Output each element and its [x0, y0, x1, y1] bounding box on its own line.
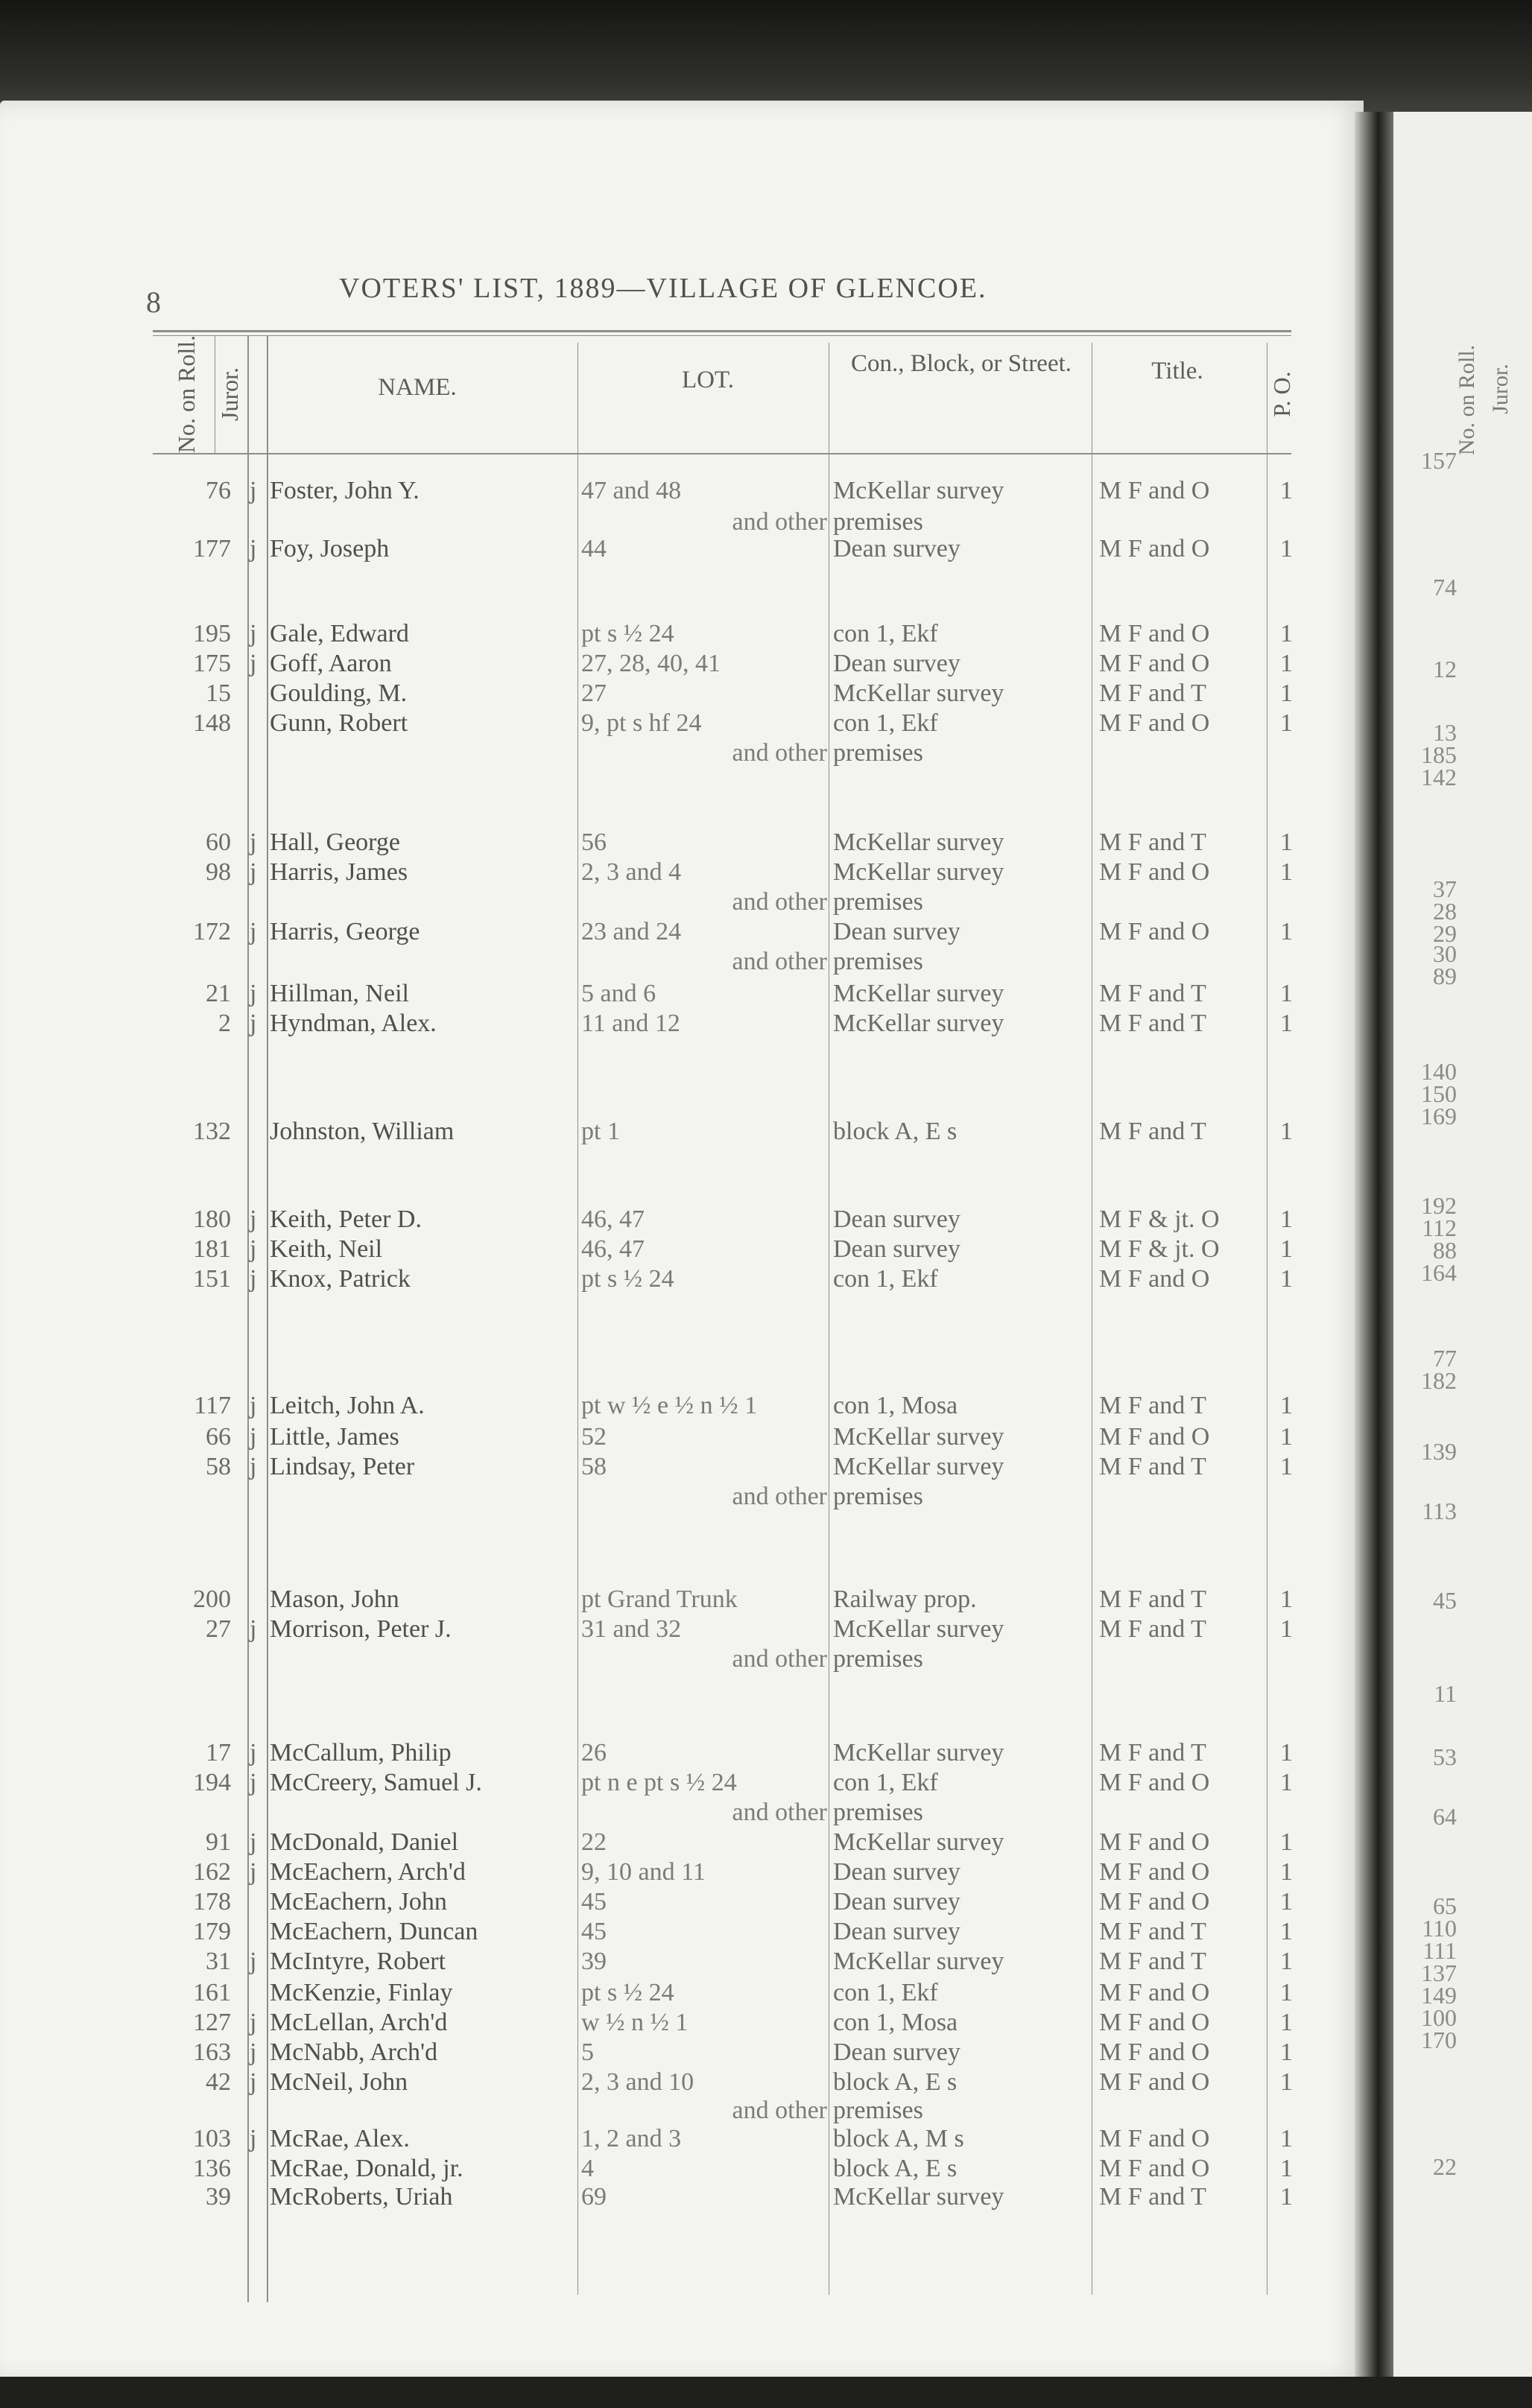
lot: pt s ½ 24: [581, 1979, 674, 2006]
post-office: 1: [1280, 1423, 1293, 1451]
roll-number: 15: [206, 679, 231, 707]
roll-number: 127: [193, 2009, 231, 2036]
title: M F and O: [1099, 1858, 1210, 1886]
voter-name: McEachern, John: [270, 1888, 447, 1916]
lot: 45: [581, 1888, 607, 1916]
juror-mark: j: [250, 1615, 257, 1643]
header-no-on-roll: No. on Roll.: [173, 335, 200, 454]
roll-number: 103: [193, 2125, 231, 2152]
title: M F and T: [1099, 2183, 1206, 2211]
lot: 27, 28, 40, 41: [581, 650, 721, 677]
title: M F and O: [1099, 2009, 1210, 2036]
voter-name: McCreery, Samuel J.: [270, 1769, 482, 1796]
con-block-street: Dean survey: [833, 2038, 960, 2066]
voter-name: Foy, Joseph: [270, 535, 390, 563]
juror-mark: j: [250, 1828, 257, 1856]
facing-roll-number: 11: [1434, 1680, 1457, 1707]
voter-name: Harris, James: [270, 858, 408, 886]
title: M F and O: [1099, 535, 1210, 563]
juror-mark: j: [250, 2068, 257, 2096]
post-office: 1: [1280, 1205, 1293, 1233]
post-office: 1: [1280, 679, 1293, 707]
con-block-street: McKellar survey: [833, 1948, 1004, 1975]
continuation-label: and other: [732, 1645, 827, 1673]
lot: 46, 47: [581, 1205, 645, 1233]
title: M F and O: [1099, 620, 1210, 647]
facing-roll-number: 169: [1421, 1103, 1457, 1129]
lot: 44: [581, 535, 607, 563]
header-title: Title.: [1151, 358, 1203, 384]
lot: 2, 3 and 10: [581, 2068, 694, 2096]
voter-name: McEachern, Arch'd: [270, 1858, 466, 1886]
roll-number: 172: [193, 918, 231, 945]
title: M F and O: [1099, 1265, 1210, 1293]
con-block-street: McKellar survey: [833, 477, 1004, 504]
roll-number: 148: [193, 709, 231, 737]
con-block-street: premises: [833, 1645, 923, 1673]
voter-name: Foster, John Y.: [270, 477, 420, 504]
title: M F and T: [1099, 828, 1206, 856]
post-office: 1: [1280, 1828, 1293, 1856]
con-block-street: McKellar survey: [833, 1423, 1004, 1451]
facing-header-no-on-roll: No. on Roll.: [1455, 344, 1480, 456]
con-block-street: premises: [833, 1483, 923, 1510]
facing-roll-number: 170: [1421, 2027, 1457, 2053]
lot: 27: [581, 679, 607, 707]
post-office: 1: [1280, 1769, 1293, 1796]
lot: 46, 47: [581, 1235, 645, 1263]
page-number: 8: [146, 285, 161, 319]
post-office: 1: [1280, 2155, 1293, 2182]
title: M F and O: [1099, 1769, 1210, 1796]
voter-name: McDonald, Daniel: [270, 1828, 459, 1856]
lot: 2, 3 and 4: [581, 858, 682, 886]
facing-roll-number: 139: [1421, 1438, 1457, 1465]
header-po: P. O.: [1268, 371, 1295, 417]
voter-name: Harris, George: [270, 918, 420, 945]
facing-roll-number: 110: [1422, 1915, 1457, 1942]
voter-name: McRoberts, Uriah: [270, 2183, 453, 2211]
roll-number: 132: [193, 1118, 231, 1145]
post-office: 1: [1280, 1858, 1293, 1886]
con-block-street: premises: [833, 888, 923, 916]
continuation-label: and other: [732, 888, 827, 916]
juror-mark: j: [250, 1205, 257, 1233]
con-block-street: con 1, Ekf: [833, 1265, 938, 1293]
facing-roll-number: 28: [1433, 898, 1457, 925]
con-block-street: premises: [833, 2097, 923, 2124]
con-block-street: premises: [833, 948, 923, 975]
lot: 31 and 32: [581, 1615, 682, 1643]
title: M F and T: [1099, 980, 1206, 1007]
roll-number: 58: [206, 1453, 231, 1480]
lot: 69: [581, 2183, 607, 2211]
title: M F and O: [1099, 2125, 1210, 2152]
voter-name: Johnston, William: [270, 1118, 455, 1145]
roll-number: 177: [193, 535, 231, 563]
post-office: 1: [1280, 709, 1293, 737]
title: M F and T: [1099, 1010, 1206, 1037]
post-office: 1: [1280, 1235, 1293, 1263]
facing-roll-number: 53: [1433, 1743, 1457, 1770]
facing-roll-number: 112: [1422, 1214, 1457, 1241]
juror-mark: j: [250, 1392, 257, 1419]
title: M F and T: [1099, 1918, 1206, 1945]
post-office: 1: [1280, 1979, 1293, 2006]
post-office: 1: [1280, 1918, 1293, 1945]
juror-mark: j: [250, 1010, 257, 1037]
juror-mark: j: [250, 2038, 257, 2066]
con-block-street: McKellar survey: [833, 1453, 1004, 1480]
voter-name: McLellan, Arch'd: [270, 2009, 448, 2036]
con-block-street: premises: [833, 1799, 923, 1826]
facing-roll-number: 65: [1433, 1892, 1457, 1919]
continuation-label: and other: [732, 1799, 827, 1826]
post-office: 1: [1280, 1265, 1293, 1293]
juror-mark: j: [250, 980, 257, 1007]
post-office: 1: [1280, 477, 1293, 504]
facing-roll-number: 185: [1421, 741, 1457, 768]
facing-roll-number: 192: [1421, 1192, 1457, 1219]
title: M F and T: [1099, 1615, 1206, 1643]
juror-mark: j: [250, 1423, 257, 1451]
voter-name: McEachern, Duncan: [270, 1918, 478, 1945]
juror-mark: j: [250, 620, 257, 647]
post-office: 1: [1280, 1615, 1293, 1643]
post-office: 1: [1280, 1392, 1293, 1419]
lot: w ½ n ½ 1: [581, 2009, 689, 2036]
lot: 9, pt s hf 24: [581, 709, 702, 737]
facing-roll-number: 137: [1421, 1959, 1457, 1986]
facing-roll-number: 45: [1433, 1587, 1457, 1614]
con-block-street: block A, E s: [833, 2068, 958, 2096]
con-block-street: Dean survey: [833, 1888, 960, 1916]
title: M F and O: [1099, 858, 1210, 886]
roll-number: 163: [193, 2038, 231, 2066]
title: M F and O: [1099, 918, 1210, 945]
con-block-street: Dean survey: [833, 535, 960, 563]
juror-mark: j: [250, 1769, 257, 1796]
facing-roll-number: 37: [1433, 875, 1457, 902]
con-block-street: Dean survey: [833, 1918, 960, 1945]
lot: 39: [581, 1948, 607, 1975]
post-office: 1: [1280, 980, 1293, 1007]
continuation-label: and other: [732, 739, 827, 767]
con-block-street: premises: [833, 508, 923, 536]
title: M F and T: [1099, 1453, 1206, 1480]
juror-mark: j: [250, 2125, 257, 2152]
con-block-street: McKellar survey: [833, 980, 1004, 1007]
facing-roll-number: 12: [1433, 656, 1457, 682]
continuation-label: and other: [732, 1483, 827, 1510]
header-bottom-rule: [153, 453, 1291, 454]
continuation-label: and other: [732, 508, 827, 536]
scan-background-bottom: [0, 2377, 1532, 2408]
roll-number: 66: [206, 1423, 231, 1451]
post-office: 1: [1280, 828, 1293, 856]
post-office: 1: [1280, 2068, 1293, 2096]
roll-number: 180: [193, 1205, 231, 1233]
roll-number: 76: [206, 477, 231, 504]
title: M F and O: [1099, 1888, 1210, 1916]
facing-roll-number: 77: [1433, 1345, 1457, 1372]
lot: pt 1: [581, 1118, 620, 1145]
lot: pt w ½ e ½ n ½ 1: [581, 1392, 758, 1419]
title: M F and T: [1099, 1585, 1206, 1613]
roll-number: 21: [206, 980, 231, 1007]
post-office: 1: [1280, 535, 1293, 563]
lot: pt s ½ 24: [581, 620, 674, 647]
voter-name: Hyndman, Alex.: [270, 1010, 437, 1037]
voter-name: Goulding, M.: [270, 679, 408, 707]
voter-name: McKenzie, Finlay: [270, 1979, 453, 2006]
post-office: 1: [1280, 1453, 1293, 1480]
con-block-street: McKellar survey: [833, 2183, 1004, 2211]
roll-number: 151: [193, 1265, 231, 1293]
post-office: 1: [1280, 620, 1293, 647]
lot: 9, 10 and 11: [581, 1858, 706, 1886]
facing-header-juror: Juror.: [1487, 364, 1513, 414]
roll-number: 195: [193, 620, 231, 647]
juror-mark: j: [250, 828, 257, 856]
juror-mark: j: [250, 650, 257, 677]
con-block-street: Dean survey: [833, 918, 960, 945]
title: M F and O: [1099, 2068, 1210, 2096]
post-office: 1: [1280, 1118, 1293, 1145]
lot: 1, 2 and 3: [581, 2125, 682, 2152]
lot: 47 and 48: [581, 477, 682, 504]
roll-number: 161: [193, 1979, 231, 2006]
post-office: 1: [1280, 1888, 1293, 1916]
header-con-block-street: Con., Block, or Street.: [850, 350, 1072, 377]
roll-number: 194: [193, 1769, 231, 1796]
roll-number: 136: [193, 2155, 231, 2182]
roll-number: 181: [193, 1235, 231, 1263]
lot: 4: [581, 2155, 594, 2182]
con-block-street: con 1, Ekf: [833, 1979, 938, 2006]
facing-roll-number: 113: [1422, 1498, 1457, 1524]
facing-roll-number: 22: [1433, 2153, 1457, 2180]
voter-name: Keith, Neil: [270, 1235, 383, 1263]
title: M F and O: [1099, 1423, 1210, 1451]
running-head: VOTERS' LIST, 1889—VILLAGE OF GLENCOE.: [339, 273, 987, 304]
roll-number: 42: [206, 2068, 231, 2096]
con-block-street: con 1, Ekf: [833, 1769, 938, 1796]
title: M F and O: [1099, 1979, 1210, 2006]
voter-name: Goff, Aaron: [270, 650, 392, 677]
con-block-street: con 1, Ekf: [833, 620, 938, 647]
voter-name: McRae, Donald, jr.: [270, 2155, 463, 2182]
voter-name: Lindsay, Peter: [270, 1453, 415, 1480]
col-sep-name: [267, 335, 268, 2302]
voter-name: Knox, Patrick: [270, 1265, 411, 1293]
title: M F & jt. O: [1099, 1235, 1220, 1263]
roll-number: 175: [193, 650, 231, 677]
juror-mark: j: [250, 1739, 257, 1767]
header-top-rule-thin: [153, 335, 1291, 336]
con-block-street: Dean survey: [833, 1858, 960, 1886]
header-name: NAME.: [378, 374, 457, 401]
facing-roll-number: 100: [1421, 2004, 1457, 2031]
roll-number: 60: [206, 828, 231, 856]
scan-background-top: [0, 0, 1532, 112]
voter-name: McNeil, John: [270, 2068, 408, 2096]
lot: pt n e pt s ½ 24: [581, 1769, 737, 1796]
con-block-street: Dean survey: [833, 1205, 960, 1233]
title: M F and O: [1099, 2038, 1210, 2066]
facing-roll-number: 13: [1433, 719, 1457, 746]
facing-roll-number: 182: [1421, 1367, 1457, 1394]
facing-roll-number: 140: [1421, 1058, 1457, 1085]
facing-roll-number: 111: [1422, 1937, 1457, 1964]
post-office: 1: [1280, 1010, 1293, 1037]
lot: pt s ½ 24: [581, 1265, 674, 1293]
title: M F and T: [1099, 679, 1206, 707]
facing-roll-number: 149: [1421, 1982, 1457, 2009]
title: M F and O: [1099, 709, 1210, 737]
juror-mark: j: [250, 2009, 257, 2036]
post-office: 1: [1280, 1585, 1293, 1613]
lot: 56: [581, 828, 607, 856]
juror-mark: j: [250, 1235, 257, 1263]
voter-name: Hall, George: [270, 828, 400, 856]
roll-number: 27: [206, 1615, 231, 1643]
roll-number: 178: [193, 1888, 231, 1916]
facing-roll-number: 150: [1421, 1080, 1457, 1107]
con-block-street: McKellar survey: [833, 1828, 1004, 1856]
facing-roll-number: 164: [1421, 1259, 1457, 1286]
con-block-street: con 1, Ekf: [833, 709, 938, 737]
continuation-label: and other: [732, 2097, 827, 2124]
con-block-street: con 1, Mosa: [833, 1392, 958, 1419]
post-office: 1: [1280, 2183, 1293, 2211]
title: M F and O: [1099, 477, 1210, 504]
voter-name: Keith, Peter D.: [270, 1205, 422, 1233]
title: M F & jt. O: [1099, 1205, 1220, 1233]
lot: pt Grand Trunk: [581, 1585, 738, 1613]
post-office: 1: [1280, 1948, 1293, 1975]
header-top-rule: [153, 330, 1291, 332]
juror-mark: j: [250, 535, 257, 563]
con-block-street: McKellar survey: [833, 679, 1004, 707]
lot: 52: [581, 1423, 607, 1451]
title: M F and O: [1099, 650, 1210, 677]
roll-number: 39: [206, 2183, 231, 2211]
con-block-street: premises: [833, 739, 923, 767]
post-office: 1: [1280, 2009, 1293, 2036]
voter-name: Little, James: [270, 1423, 399, 1451]
lot: 5 and 6: [581, 980, 656, 1007]
con-block-street: Railway prop.: [833, 1585, 977, 1613]
col-sep-lot: [577, 343, 578, 2295]
juror-mark: j: [250, 1948, 257, 1975]
juror-mark: j: [250, 1453, 257, 1480]
roll-number: 2: [218, 1010, 231, 1037]
post-office: 1: [1280, 650, 1293, 677]
con-block-street: con 1, Mosa: [833, 2009, 958, 2036]
con-block-street: McKellar survey: [833, 1010, 1004, 1037]
con-block-street: block A, E s: [833, 1118, 958, 1145]
juror-mark: j: [250, 1858, 257, 1886]
lot: 22: [581, 1828, 607, 1856]
voter-name: Gale, Edward: [270, 620, 409, 647]
continuation-label: and other: [732, 948, 827, 975]
lot: 11 and 12: [581, 1010, 680, 1037]
roll-number: 179: [193, 1918, 231, 1945]
voter-name: Gunn, Robert: [270, 709, 408, 737]
roll-number: 162: [193, 1858, 231, 1886]
post-office: 1: [1280, 1739, 1293, 1767]
con-block-street: McKellar survey: [833, 828, 1004, 856]
facing-roll-number: 30: [1433, 940, 1457, 967]
con-block-street: McKellar survey: [833, 1739, 1004, 1767]
lot: 5: [581, 2038, 594, 2066]
voter-name: McRae, Alex.: [270, 2125, 410, 2152]
juror-mark: j: [250, 1265, 257, 1293]
voter-name: McIntyre, Robert: [270, 1948, 446, 1975]
voter-name: McCallum, Philip: [270, 1739, 452, 1767]
lot: 26: [581, 1739, 607, 1767]
roll-number: 98: [206, 858, 231, 886]
facing-roll-number: 64: [1433, 1803, 1457, 1830]
juror-mark: j: [250, 858, 257, 886]
juror-mark: j: [250, 918, 257, 945]
roll-number: 17: [206, 1739, 231, 1767]
lot: 45: [581, 1918, 607, 1945]
header-lot: LOT.: [682, 367, 734, 393]
title: M F and O: [1099, 2155, 1210, 2182]
voter-name: Morrison, Peter J.: [270, 1615, 452, 1643]
facing-roll-number: 74: [1433, 574, 1457, 601]
facing-roll-number: 142: [1421, 764, 1457, 790]
con-block-street: block A, E s: [833, 2155, 958, 2182]
facing-roll-number: 88: [1433, 1237, 1457, 1264]
voter-name: McNabb, Arch'd: [270, 2038, 438, 2066]
juror-mark: j: [250, 477, 257, 504]
voter-name: Leitch, John A.: [270, 1392, 425, 1419]
voter-name: Mason, John: [270, 1585, 399, 1613]
title: M F and T: [1099, 1392, 1206, 1419]
facing-roll-number: 89: [1433, 963, 1457, 989]
post-office: 1: [1280, 2125, 1293, 2152]
con-block-street: McKellar survey: [833, 1615, 1004, 1643]
title: M F and T: [1099, 1118, 1206, 1145]
con-block-street: block A, M s: [833, 2125, 964, 2152]
con-block-street: McKellar survey: [833, 858, 1004, 886]
post-office: 1: [1280, 858, 1293, 886]
roll-number: 200: [193, 1585, 231, 1613]
lot: 58: [581, 1453, 607, 1480]
roll-number: 117: [194, 1392, 231, 1419]
col-sep-juror: [247, 335, 249, 2302]
con-block-street: Dean survey: [833, 1235, 960, 1263]
title: M F and T: [1099, 1739, 1206, 1767]
voter-name: Hillman, Neil: [270, 980, 409, 1007]
facing-roll-number: 29: [1433, 920, 1457, 947]
con-block-street: Dean survey: [833, 650, 960, 677]
title: M F and O: [1099, 1828, 1210, 1856]
facing-roll-number: 157: [1421, 447, 1457, 474]
lot: 23 and 24: [581, 918, 682, 945]
header-juror: Juror.: [216, 367, 243, 421]
roll-number: 31: [206, 1948, 231, 1975]
post-office: 1: [1280, 2038, 1293, 2066]
title: M F and T: [1099, 1948, 1206, 1975]
roll-number: 91: [206, 1828, 231, 1856]
post-office: 1: [1280, 918, 1293, 945]
